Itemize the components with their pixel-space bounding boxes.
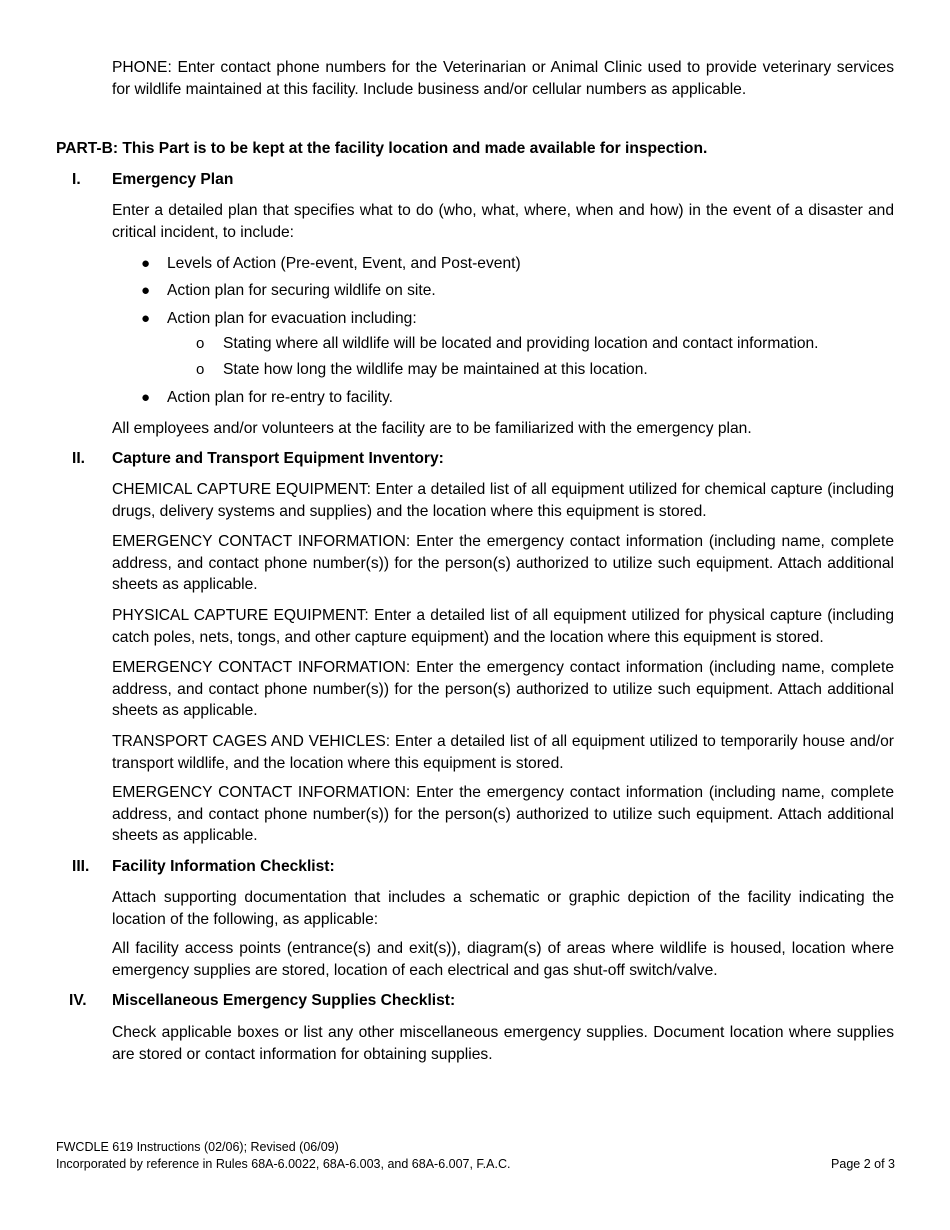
supplies-checklist-paragraph: Check applicable boxes or list any other miscellaneous emergency supplies. Document location where supplies are stored or contact information for obtaining supplies.	[112, 1024, 894, 1063]
footer-rules-reference: Incorporated by reference in Rules 68A-6.0022, 68A-6.003, and 68A-6.007, F.A.C.	[56, 1157, 511, 1171]
bullet-icon: ●	[141, 282, 151, 299]
section-title-emergency-plan: Emergency Plan	[112, 171, 234, 188]
section-number-4: IV.	[69, 992, 87, 1009]
hollow-bullet-icon: o	[196, 361, 205, 378]
list-item: Levels of Action (Pre-event, Event, and Post-event)	[167, 255, 521, 272]
physical-capture-paragraph: PHYSICAL CAPTURE EQUIPMENT: Enter a detailed list of all equipment utilized for physical capture (including catch poles, nets, tongs, and other capture equipment) and the location where this equipment is stored.	[112, 607, 894, 646]
section-title-equipment-inventory: Capture and Transport Equipment Inventory:	[112, 450, 444, 467]
chemical-capture-paragraph: CHEMICAL CAPTURE EQUIPMENT: Enter a detailed list of all equipment utilized for chemical capture (including drugs, delivery systems and supplies) and the location where this equipment is stored.	[112, 481, 894, 520]
list-item: Action plan for re-entry to facility.	[167, 389, 393, 406]
bullet-icon: ●	[141, 310, 151, 327]
emergency-contact-paragraph: EMERGENCY CONTACT INFORMATION: Enter the emergency contact information (including name, complete address, and contact phone number(s)) for the person(s) authorized to utilize such equipment. Attach additional sheets as applicable.	[112, 659, 894, 719]
list-item: Action plan for securing wildlife on site.	[167, 282, 436, 299]
phone-paragraph: PHONE: Enter contact phone numbers for the Veterinarian or Animal Clinic used to provide veterinary services for wildlife maintained at this facility. Include business and/or cellular numbers as applicable.	[112, 59, 894, 98]
list-item: Action plan for evacuation including:	[167, 310, 417, 327]
bullet-icon: ●	[141, 255, 151, 272]
hollow-bullet-icon: o	[196, 335, 205, 352]
section-number-3: III.	[72, 858, 90, 875]
transport-cages-paragraph: TRANSPORT CAGES AND VEHICLES: Enter a detailed list of all equipment utilized to temporarily house and/or transport wildlife, and the location where this equipment is stored.	[112, 733, 894, 772]
sub-list-item: State how long the wildlife may be maintained at this location.	[223, 361, 648, 378]
section-title-facility-checklist: Facility Information Checklist:	[112, 858, 335, 875]
part-b-heading: PART-B: This Part is to be kept at the facility location and made available for inspection.	[56, 140, 708, 157]
emergency-plan-outro: All employees and/or volunteers at the facility are to be familiarized with the emergency plan.	[112, 420, 752, 437]
section-number-2: II.	[72, 450, 85, 467]
sub-list-item: Stating where all wildlife will be located and providing location and contact information.	[223, 335, 819, 352]
emergency-contact-paragraph: EMERGENCY CONTACT INFORMATION: Enter the emergency contact information (including name, complete address, and contact phone number(s)) for the person(s) authorized to utilize such equipment. Attach additional sheets as applicable.	[112, 784, 894, 844]
facility-access-paragraph: All facility access points (entrance(s) and exit(s)), diagram(s) of areas where wildlife is housed, location where emergency supplies are stored, location of each electrical and gas shut-off switch/valve.	[112, 940, 894, 979]
footer-form-id: FWCDLE 619 Instructions (02/06); Revised (06/09)	[56, 1140, 339, 1154]
section-number-1: I.	[72, 171, 81, 188]
page-number: Page 2 of 3	[831, 1157, 895, 1171]
bullet-icon: ●	[141, 389, 151, 406]
facility-checklist-paragraph: Attach supporting documentation that includes a schematic or graphic depiction of the facility indicating the location of the following, as applicable:	[112, 889, 894, 928]
emergency-plan-intro: Enter a detailed plan that specifies what to do (who, what, where, when and how) in the event of a disaster and critical incident, to include:	[112, 202, 894, 241]
emergency-contact-paragraph: EMERGENCY CONTACT INFORMATION: Enter the emergency contact information (including name, complete address, and contact phone number(s)) for the person(s) authorized to utilize such equipment. Attach additional sheets as applicable.	[112, 533, 894, 593]
section-title-supplies-checklist: Miscellaneous Emergency Supplies Checklist:	[112, 992, 456, 1009]
